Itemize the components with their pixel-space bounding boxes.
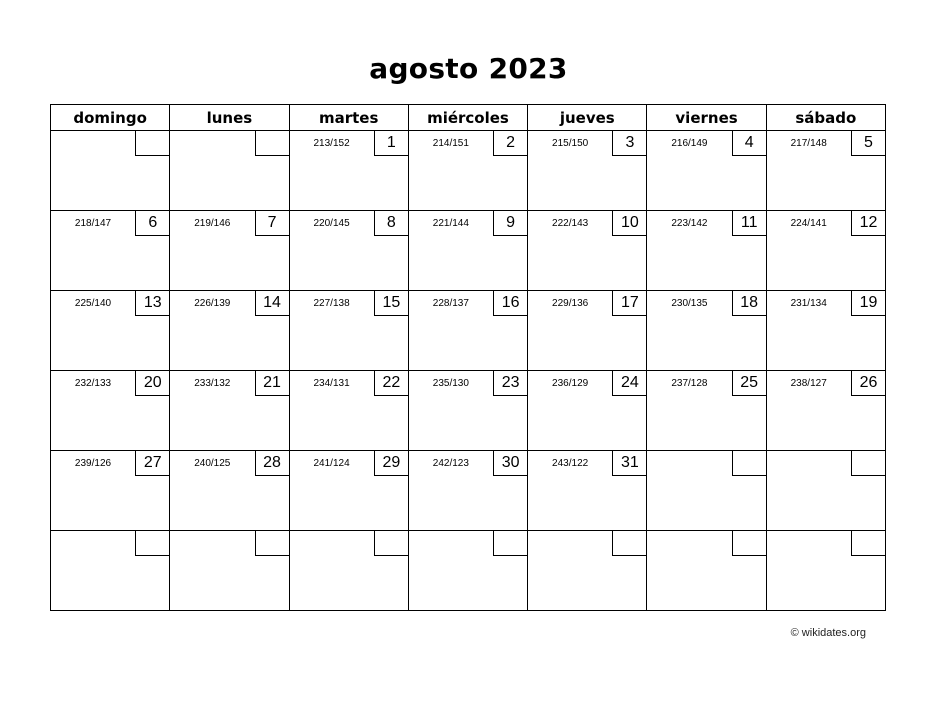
day-of-year-label: 241/124 xyxy=(313,458,350,469)
day-number: 4 xyxy=(732,131,766,156)
day-cell xyxy=(528,451,647,531)
weekday-header: domingo xyxy=(51,105,170,131)
day-of-year-label: 226/139 xyxy=(194,298,231,309)
day-cell xyxy=(528,211,647,291)
day-cell xyxy=(528,531,647,611)
week-row xyxy=(51,451,886,531)
day-number: 2 xyxy=(493,131,527,156)
day-number: 22 xyxy=(374,371,408,396)
day-of-year-label: 213/152 xyxy=(313,138,350,149)
day-of-year-label: 219/146 xyxy=(194,218,231,229)
day-number: 6 xyxy=(135,211,169,236)
day-of-year-label: 230/135 xyxy=(671,298,708,309)
day-cell xyxy=(766,131,885,211)
day-cell xyxy=(408,531,527,611)
copyright-footer: © wikidates.org xyxy=(790,627,866,639)
day-cell xyxy=(51,211,170,291)
day-number: 11 xyxy=(732,211,766,236)
day-cell xyxy=(289,131,408,211)
day-number: 24 xyxy=(612,371,646,396)
day-cell xyxy=(289,291,408,371)
week-row xyxy=(51,371,886,451)
day-number: 13 xyxy=(135,291,169,316)
day-of-year-label: 216/149 xyxy=(671,138,708,149)
day-of-year-label: 214/151 xyxy=(432,138,469,149)
day-of-year-label: 225/140 xyxy=(74,298,112,309)
day-number: 27 xyxy=(135,451,169,476)
day-number: 5 xyxy=(851,131,885,156)
week-row xyxy=(51,131,886,211)
day-number xyxy=(374,531,408,556)
day-cell xyxy=(170,211,289,291)
page-title: agosto 2023 xyxy=(369,52,568,85)
day-of-year-label: 223/142 xyxy=(671,218,708,229)
day-of-year-label: 228/137 xyxy=(432,298,469,309)
day-cell xyxy=(647,531,766,611)
day-number: 31 xyxy=(612,451,646,476)
day-cell xyxy=(647,451,766,531)
day-cell xyxy=(51,531,170,611)
weekday-header: viernes xyxy=(647,105,766,131)
calendar-grid xyxy=(50,104,886,611)
day-cell xyxy=(408,371,527,451)
day-number: 19 xyxy=(851,291,885,316)
day-cell xyxy=(51,131,170,211)
day-number: 21 xyxy=(255,371,289,396)
day-of-year-label: 220/145 xyxy=(313,218,350,229)
day-number: 26 xyxy=(851,371,885,396)
week-row xyxy=(51,291,886,371)
day-number: 28 xyxy=(255,451,289,476)
day-number: 17 xyxy=(612,291,646,316)
day-of-year-label: 231/134 xyxy=(790,298,827,309)
day-cell xyxy=(528,291,647,371)
day-cell xyxy=(408,291,527,371)
day-of-year-label: 243/122 xyxy=(552,458,589,469)
weekday-header: sábado xyxy=(766,105,885,131)
day-cell xyxy=(51,451,170,531)
day-of-year-label: 232/133 xyxy=(74,378,112,389)
day-cell xyxy=(766,531,885,611)
day-cell xyxy=(766,371,885,451)
day-of-year-label: 227/138 xyxy=(313,298,350,309)
day-of-year-label: 224/141 xyxy=(790,218,827,229)
week-row xyxy=(51,531,886,611)
day-number xyxy=(255,531,289,556)
day-cell xyxy=(647,371,766,451)
day-number: 10 xyxy=(612,211,646,236)
weekday-header: lunes xyxy=(170,105,289,131)
day-cell xyxy=(528,131,647,211)
day-number: 8 xyxy=(374,211,408,236)
day-number: 12 xyxy=(851,211,885,236)
day-cell xyxy=(289,531,408,611)
day-of-year-label: 217/148 xyxy=(790,138,827,149)
day-of-year-label: 235/130 xyxy=(432,378,469,389)
day-cell xyxy=(289,371,408,451)
day-number: 16 xyxy=(493,291,527,316)
day-number xyxy=(732,451,766,476)
day-of-year-label: 222/143 xyxy=(552,218,589,229)
day-number xyxy=(493,531,527,556)
day-cell xyxy=(766,211,885,291)
day-cell xyxy=(647,211,766,291)
day-of-year-label: 218/147 xyxy=(74,218,112,229)
day-cell xyxy=(408,211,527,291)
day-number: 1 xyxy=(374,131,408,156)
day-number xyxy=(255,131,289,156)
day-cell xyxy=(170,531,289,611)
day-cell xyxy=(170,371,289,451)
day-number: 25 xyxy=(732,371,766,396)
day-number: 29 xyxy=(374,451,408,476)
day-number: 30 xyxy=(493,451,527,476)
day-of-year-label: 237/128 xyxy=(671,378,708,389)
day-number xyxy=(851,451,885,476)
day-cell xyxy=(766,451,885,531)
weekday-header: martes xyxy=(289,105,408,131)
day-number: 14 xyxy=(255,291,289,316)
day-number xyxy=(135,131,169,156)
day-of-year-label: 238/127 xyxy=(790,378,827,389)
day-of-year-label: 239/126 xyxy=(74,458,112,469)
day-of-year-label: 234/131 xyxy=(313,378,350,389)
day-number xyxy=(851,531,885,556)
day-cell xyxy=(408,131,527,211)
weekday-header: jueves xyxy=(528,105,647,131)
day-cell xyxy=(408,451,527,531)
day-number xyxy=(135,531,169,556)
day-cell xyxy=(289,211,408,291)
day-cell xyxy=(51,291,170,371)
day-cell xyxy=(647,131,766,211)
day-cell xyxy=(170,291,289,371)
day-number: 7 xyxy=(255,211,289,236)
day-cell xyxy=(528,371,647,451)
week-row xyxy=(51,211,886,291)
day-of-year-label: 221/144 xyxy=(432,218,469,229)
day-number: 15 xyxy=(374,291,408,316)
day-number: 9 xyxy=(493,211,527,236)
day-cell xyxy=(170,131,289,211)
day-cell xyxy=(647,291,766,371)
day-number: 20 xyxy=(135,371,169,396)
day-of-year-label: 233/132 xyxy=(194,378,231,389)
day-of-year-label: 242/123 xyxy=(432,458,469,469)
day-of-year-label: 236/129 xyxy=(552,378,589,389)
day-number xyxy=(612,531,646,556)
day-of-year-label: 229/136 xyxy=(552,298,589,309)
day-of-year-label: 240/125 xyxy=(194,458,231,469)
day-number xyxy=(732,531,766,556)
day-number: 3 xyxy=(612,131,646,156)
day-cell xyxy=(766,291,885,371)
day-number: 23 xyxy=(493,371,527,396)
weekday-header-row xyxy=(51,105,886,131)
day-cell xyxy=(289,451,408,531)
day-of-year-label: 215/150 xyxy=(552,138,589,149)
day-cell xyxy=(170,451,289,531)
day-number: 18 xyxy=(732,291,766,316)
weekday-header: miércoles xyxy=(408,105,527,131)
day-cell xyxy=(51,371,170,451)
